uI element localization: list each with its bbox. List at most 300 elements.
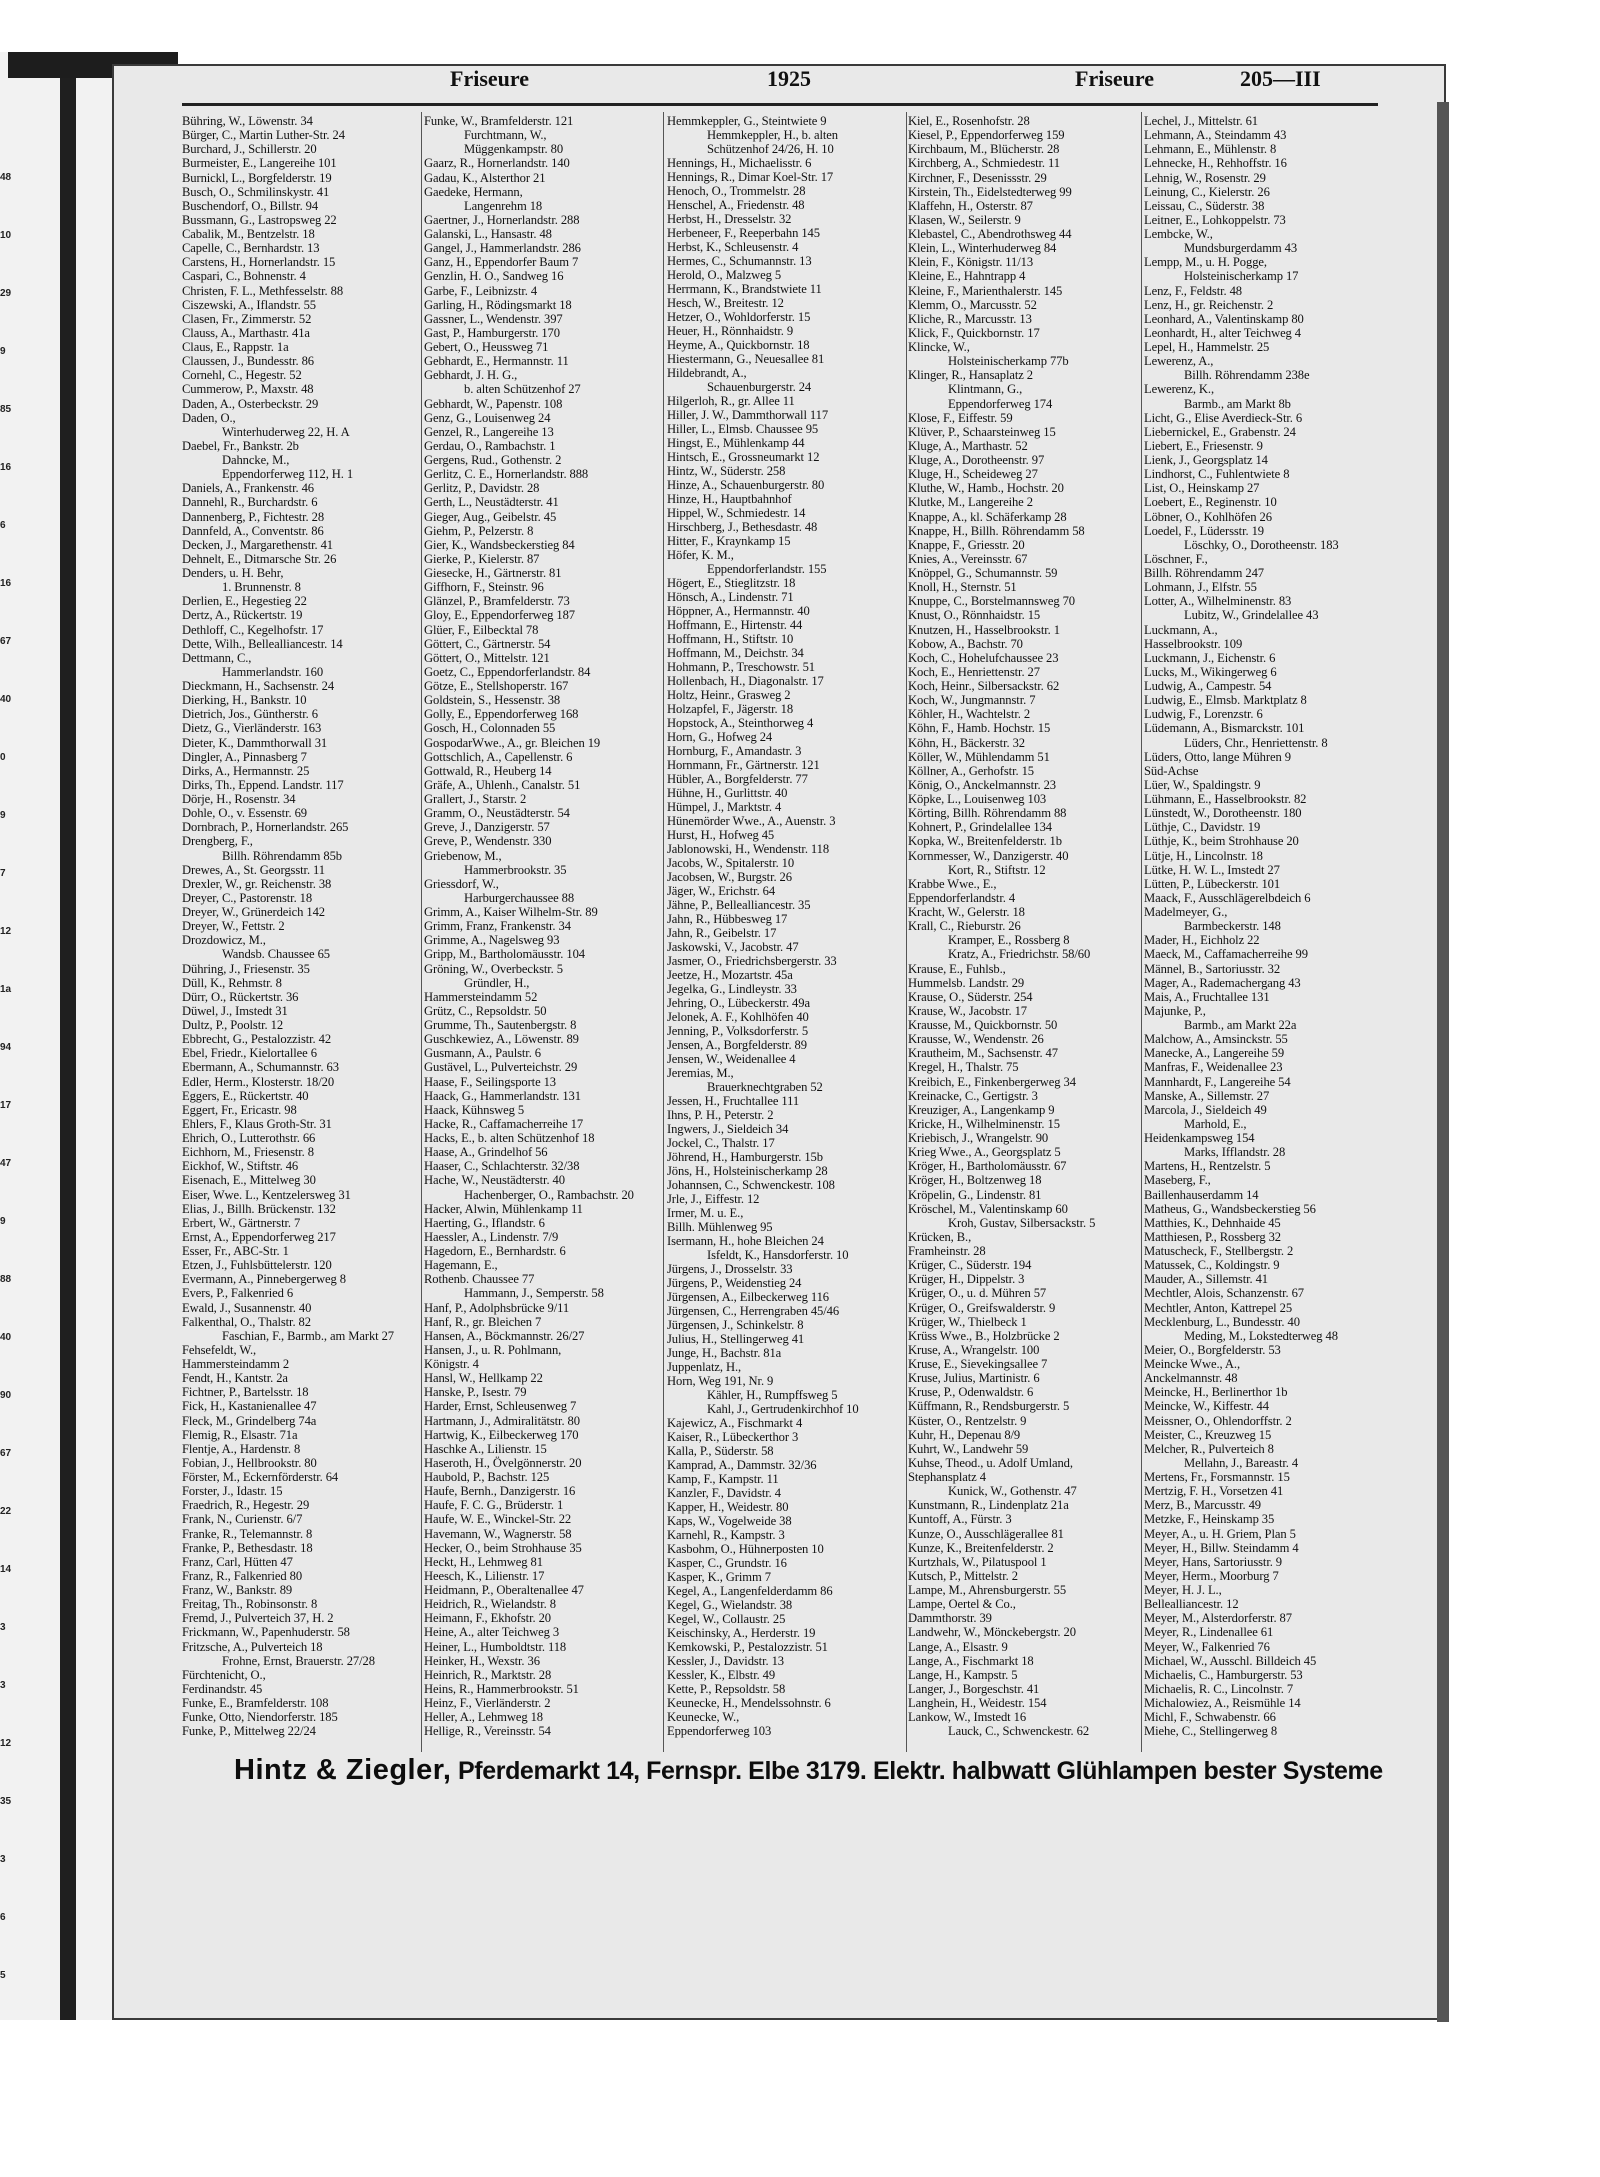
directory-entry: GospodarWwe., A., gr. Bleichen 19 — [424, 735, 601, 750]
directory-entry: Lienk, J., Georgsplatz 14 — [1144, 453, 1268, 467]
directory-entry: Hopstock, A., Steinthorweg 4 — [667, 716, 814, 730]
directory-entry: Haaser, C., Schlachterstr. 32/38 — [424, 1159, 580, 1174]
directory-entry: Kapper, H., Weidestr. 80 — [667, 1500, 789, 1514]
directory-entry: Hümpel, J., Marktstr. 4 — [667, 800, 782, 814]
directory-entry: Lüer, W., Spaldingstr. 9 — [1144, 777, 1261, 792]
directory-entry: Freitag, Th., Robinsonstr. 8 — [182, 1597, 318, 1612]
directory-entry: Mundsburgerdamm 43 — [1184, 241, 1298, 256]
margin-number: 9 — [0, 810, 6, 821]
directory-entry: 1. Brunnenstr. 8 — [222, 580, 301, 595]
directory-entry: Lenz, F., Feldstr. 48 — [1144, 283, 1242, 298]
directory-entry: Drengberg, F., — [182, 834, 253, 849]
directory-entry: Gebert, O., Heussweg 71 — [424, 340, 549, 354]
directory-entry: Hacks, E., b. alten Schützenhof 18 — [424, 1131, 595, 1145]
directory-entry: Hellige, R., Vereinsstr. 54 — [424, 1724, 551, 1739]
directory-entry: Grütz, C., Repsoldstr. 50 — [424, 1003, 547, 1018]
margin-number: 40 — [0, 1332, 12, 1343]
directory-entry: Gadau, K., Alsterthor 21 — [424, 170, 546, 185]
directory-entry: Bühring, W., Löwenstr. 34 — [182, 114, 313, 128]
directory-entry: Faschian, F., Barmb., am Markt 27 — [222, 1328, 394, 1343]
directory-entry: Dühring, J., Friesenstr. 35 — [182, 961, 310, 976]
directory-entry: Lubitz, W., Grindelallee 43 — [1184, 608, 1319, 623]
directory-column-2 — [424, 114, 660, 1738]
directory-entry: Kruse, E., Sievekingsallee 7 — [908, 1357, 1048, 1371]
directory-entry: Langenrehm 18 — [464, 198, 543, 213]
directory-entry: Hennings, R., Dimar Koel-Str. 17 — [667, 170, 834, 184]
directory-entry: Martens, H., Rentzelstr. 5 — [1144, 1159, 1271, 1174]
directory-entry: Capelle, C., Bernhardstr. 13 — [182, 241, 320, 256]
directory-entry: Hemmkeppler, H., b. alten — [707, 128, 838, 142]
directory-entry: Lüthje, K., beim Strohhause 20 — [1144, 834, 1299, 849]
directory-entry: Eppendorferlandstr. 4 — [908, 890, 1016, 905]
directory-entry: Heimann, F., Ekhofstr. 20 — [424, 1611, 551, 1626]
margin-number: 85 — [0, 404, 12, 415]
directory-entry: Dreyer, W., Grünerdeich 142 — [182, 905, 325, 919]
directory-entry: Hoffmann, M., Deichstr. 34 — [667, 646, 804, 660]
directory-entry: Glüer, F., Eilbecktal 78 — [424, 622, 539, 637]
directory-entry: Kasbohm, O., Hühnerposten 10 — [667, 1542, 824, 1556]
directory-entry: Jasmer, O., Friedrichsbergerstr. 33 — [667, 954, 837, 968]
directory-entry: Kamp, F., Kampstr. 11 — [667, 1472, 779, 1486]
directory-entry: Kruse, Julius, Martinistr. 6 — [908, 1371, 1040, 1386]
directory-entry: Burnickl, L., Borgfelderstr. 19 — [182, 170, 332, 185]
directory-entry: Hemmkeppler, G., Steintwiete 9 — [667, 114, 827, 128]
directory-entry: Mertzig, F. H., Vorsetzen 41 — [1144, 1484, 1284, 1499]
directory-entry: Fürchtenicht, O., — [182, 1667, 266, 1682]
directory-entry: Mertens, Fr., Forsmannstr. 15 — [1144, 1470, 1290, 1484]
directory-entry: Kasper, K., Grimm 7 — [667, 1570, 771, 1584]
directory-entry: Lange, H., Kampstr. 5 — [908, 1667, 1018, 1682]
directory-entry: Kreibich, E., Finkenbergerweg 34 — [908, 1074, 1076, 1089]
directory-entry: Kratz, A., Friedrichstr. 58/60 — [948, 947, 1091, 962]
directory-entry: Kramper, E., Rossberg 8 — [948, 933, 1070, 948]
directory-entry: Hammersteindamm 2 — [182, 1357, 290, 1371]
directory-entry: Küffmann, R., Rendsburgerstr. 5 — [908, 1399, 1070, 1414]
directory-entry: Hagedorn, E., Bernhardstr. 6 — [424, 1244, 566, 1258]
directory-entry: Daden, A., Osterbeckstr. 29 — [182, 396, 319, 411]
directory-entry: Lehmann, E., Mühlenstr. 8 — [1144, 142, 1277, 157]
directory-entry: Gier, K., Wandsbeckerstieg 84 — [424, 537, 575, 552]
directory-entry: Lankow, W., Imstedt 16 — [908, 1710, 1027, 1725]
directory-entry: Jessen, H., Fruchtallee 111 — [667, 1094, 800, 1108]
margin-number: 67 — [0, 636, 12, 647]
directory-entry: Evers, P., Falkenried 6 — [182, 1286, 294, 1301]
directory-entry: Hintsch, E., Grossneumarkt 12 — [667, 450, 820, 464]
directory-entry: Höppner, A., Hermannstr. 40 — [667, 604, 810, 618]
directory-entry: Billh. Röhrendamm 238e — [1184, 368, 1310, 383]
directory-entry: Decken, J., Margarethenstr. 41 — [182, 537, 333, 552]
directory-entry: Fick, H., Kastanienallee 47 — [182, 1399, 317, 1414]
directory-entry: Klutke, M., Langereihe 2 — [908, 495, 1033, 510]
directory-entry: Hornmann, Fr., Gärtnerstr. 121 — [667, 758, 820, 772]
directory-entry: Eggert, Fr., Ericastr. 98 — [182, 1102, 297, 1117]
directory-entry: Lange, A., Elsastr. 9 — [908, 1639, 1008, 1654]
directory-entry: Fraedrich, R., Hegestr. 29 — [182, 1498, 310, 1513]
directory-entry: Grumme, Th., Sautenbergstr. 8 — [424, 1018, 577, 1032]
margin-number: 22 — [0, 1506, 12, 1517]
directory-entry: Kruse, A., Wrangelstr. 100 — [908, 1342, 1040, 1357]
directory-entry: Knuppe, C., Borstelmannsweg 70 — [908, 594, 1075, 609]
directory-entry: Herbeneer, F., Reeperbahn 145 — [667, 226, 820, 240]
directory-entry: Dingler, A., Pinnasberg 7 — [182, 749, 307, 764]
directory-entry: Jeetze, H., Mozartstr. 45a — [667, 968, 793, 982]
margin-number: 48 — [0, 172, 12, 183]
column-divider — [1141, 112, 1142, 1752]
directory-entry: Köhn, H., Bäckerstr. 32 — [908, 735, 1025, 750]
directory-entry: Dörje, H., Rosenstr. 34 — [182, 792, 296, 806]
directory-entry: Michaelis, R. C., Lincolnstr. 7 — [1144, 1681, 1294, 1696]
directory-entry: Köhn, F., Hamb. Hochstr. 15 — [908, 721, 1051, 736]
directory-entry: Kricke, H., Wilhelminenstr. 15 — [908, 1116, 1060, 1131]
directory-entry: Brauerknechtgraben 52 — [707, 1080, 823, 1094]
directory-entry: Ganz, H., Eppendorfer Baum 7 — [424, 255, 579, 270]
directory-entry: Kunick, W., Gothenstr. 47 — [948, 1484, 1077, 1499]
directory-entry: Klemm, O., Marcusstr. 52 — [908, 297, 1037, 312]
directory-entry: Kurtzhals, W., Pilatuspool 1 — [908, 1554, 1047, 1569]
directory-entry: Jenning, P., Volksdorferstr. 5 — [667, 1024, 809, 1038]
directory-entry: Klincke, W., — [908, 340, 970, 354]
directory-entry: Kirchner, F., Desenissstr. 29 — [908, 170, 1047, 185]
directory-entry: Knust, O., Rönnhaidstr. 15 — [908, 608, 1041, 623]
directory-entry: Dierking, H., Bankstr. 10 — [182, 693, 307, 708]
directory-entry: Fremd, J., Pulverteich 37, H. 2 — [182, 1611, 334, 1626]
directory-entry: Kunstmann, R., Lindenplatz 21a — [908, 1498, 1069, 1513]
directory-entry: Hartwig, K., Eilbeckerweg 170 — [424, 1427, 579, 1442]
directory-entry: Götze, E., Stellshoperstr. 167 — [424, 679, 569, 693]
directory-entry: Manecke, A., Langereihe 59 — [1144, 1046, 1285, 1061]
directory-entry: Jegelka, G., Lindleystr. 33 — [667, 982, 797, 996]
directory-entry: Ciszewski, A., Iflandstr. 55 — [182, 297, 316, 312]
directory-entry: Gast, P., Hamburgerstr. 170 — [424, 325, 560, 340]
margin-number: 9 — [0, 1216, 6, 1227]
directory-entry: Michl, F., Schwabenstr. 66 — [1144, 1710, 1276, 1725]
directory-entry: Gosch, H., Colonnaden 55 — [424, 721, 556, 736]
margin-number: 47 — [0, 1158, 12, 1169]
directory-entry: Hintz, W., Süderstr. 258 — [667, 464, 786, 478]
directory-entry: Kriebisch, J., Wrangelstr. 90 — [908, 1131, 1049, 1145]
directory-entry: Kluge, A., Marthastr. 52 — [908, 438, 1028, 453]
directory-entry: Leitner, E., Lohkoppelstr. 73 — [1144, 212, 1286, 227]
directory-entry: Ludwig, A., Campestr. 54 — [1144, 679, 1272, 693]
directory-entry: Hammerlandstr. 160 — [222, 664, 324, 679]
directory-entry: Haufe, F. C. G., Brüderstr. 1 — [424, 1498, 564, 1513]
directory-entry: Koch, C., Hohelufchaussee 23 — [908, 650, 1059, 665]
directory-entry: Lembcke, W., — [1144, 227, 1213, 241]
directory-entry: b. alten Schützenhof 27 — [464, 382, 581, 397]
directory-entry: Lehmann, A., Steindamm 43 — [1144, 128, 1287, 143]
directory-entry: Jacobs, W., Spitalerstr. 10 — [667, 856, 795, 870]
directory-entry: Kessler, K., Elbstr. 49 — [667, 1668, 776, 1682]
directory-entry: Madelmeyer, G., — [1144, 905, 1228, 919]
directory-entry: Furchtmann, W., — [464, 128, 547, 143]
directory-entry: Heinker, H., Wexstr. 36 — [424, 1653, 540, 1668]
directory-entry: Dornbrach, P., Hornerlandstr. 265 — [182, 820, 349, 835]
directory-entry: Hilgerloh, R., gr. Allee 11 — [667, 394, 795, 408]
directory-entry: Klintmann, G., — [948, 382, 1023, 397]
directory-entry: Haubold, P., Bachstr. 125 — [424, 1470, 550, 1484]
directory-entry: Hetzer, O., Wohldorferstr. 15 — [667, 310, 811, 324]
directory-entry: Jaskowski, V., Jacobstr. 47 — [667, 940, 799, 954]
directory-entry: Meincke, H., Berlinerthor 1b — [1144, 1385, 1288, 1400]
directory-entry: Eichhorn, M., Friesenstr. 8 — [182, 1145, 314, 1160]
margin-number: 9 — [0, 346, 6, 357]
directory-entry: Kegel, W., Collaustr. 25 — [667, 1612, 786, 1626]
directory-entry: Maeck, M., Caffamacherreihe 99 — [1144, 947, 1308, 962]
directory-entry: Klick, F., Quickbornstr. 17 — [908, 325, 1040, 340]
directory-entry: Heinrich, R., Marktstr. 28 — [424, 1667, 552, 1682]
directory-entry: Dannehl, R., Burchardstr. 6 — [182, 495, 318, 510]
directory-entry: Dieckmann, H., Sachsenstr. 24 — [182, 679, 335, 693]
directory-entry: Malchow, A., Amsinckstr. 55 — [1144, 1032, 1288, 1047]
advertisement — [234, 1754, 1394, 1798]
directory-entry: Lauck, C., Schwenckestr. 62 — [948, 1724, 1090, 1739]
margin-number: 5 — [0, 1970, 6, 1981]
directory-entry: Grimme, A., Nagelsweg 93 — [424, 933, 560, 948]
directory-entry: Hirschberg, J., Bethesdastr. 48 — [667, 520, 818, 534]
margin-number: 6 — [0, 1912, 6, 1923]
directory-entry: Heesch, K., Lilienstr. 17 — [424, 1568, 545, 1583]
directory-entry: Ehrich, O., Lutterothstr. 66 — [182, 1131, 316, 1145]
directory-entry: Hünemörder Wwe., A., Auenstr. 3 — [667, 814, 836, 828]
directory-entry: Matthiesen, P., Rossberg 32 — [1144, 1229, 1281, 1244]
directory-entry: Kliche, R., Marcusstr. 13 — [908, 311, 1032, 326]
directory-entry: Hoffmann, E., Hirtenstr. 44 — [667, 618, 803, 632]
directory-entry: Dohle, O., v. Essenstr. 69 — [182, 806, 307, 821]
directory-entry: Eppendorferlandstr. 155 — [707, 562, 827, 576]
directory-entry: Heller, A., Lehmweg 18 — [424, 1710, 544, 1725]
directory-entry: Isfeldt, K., Hansdorferstr. 10 — [707, 1248, 849, 1262]
directory-entry: Jacobsen, W., Burgstr. 26 — [667, 870, 792, 884]
directory-entry: Caspari, C., Bohnenstr. 4 — [182, 269, 306, 284]
directory-entry: Ewald, J., Susannenstr. 40 — [182, 1300, 312, 1315]
directory-entry: Eppendorferweg 103 — [667, 1724, 772, 1738]
directory-entry: Jürgens, J., Drosselstr. 33 — [667, 1262, 793, 1276]
directory-entry: Haase, F., Seilingsporte 13 — [424, 1074, 557, 1089]
directory-entry: Gebhardt, E., Hermannstr. 11 — [424, 354, 569, 369]
directory-entry: Hornburg, F., Amandastr. 3 — [667, 744, 802, 758]
directory-entry: Marks, Ifflandstr. 28 — [1184, 1145, 1286, 1160]
directory-entry: Krausse, M., Quickbornstr. 50 — [908, 1018, 1058, 1032]
directory-column-5 — [1144, 114, 1380, 1738]
directory-entry: Franke, P., Bethesdastr. 18 — [182, 1540, 313, 1555]
directory-entry: Grallert, J., Starstr. 2 — [424, 792, 527, 806]
directory-entry: Michaelis, C., Hamburgerstr. 53 — [1144, 1667, 1303, 1682]
directory-entry: Göttert, C., Gärtnerstr. 54 — [424, 636, 551, 651]
directory-entry: Barmb., am Markt 22a — [1184, 1018, 1297, 1032]
directory-entry: Lütje, H., Lincolnstr. 18 — [1144, 848, 1263, 863]
directory-column-3 — [667, 114, 903, 1738]
directory-entry: Griebenow, M., — [424, 848, 502, 863]
directory-entry: Billh. Röhrendamm 85b — [222, 848, 342, 863]
directory-entry: Ferdinandstr. 45 — [182, 1681, 263, 1696]
page-edge — [1437, 102, 1449, 2022]
directory-entry: Gräfe, A., Uhlenh., Canalstr. 51 — [424, 777, 581, 792]
directory-entry: Kalla, P., Süderstr. 58 — [667, 1444, 774, 1458]
directory-entry: Evermann, A., Pinnebergerweg 8 — [182, 1272, 346, 1287]
directory-entry: Hanf, P., Adolphsbrücke 9/11 — [424, 1300, 570, 1315]
directory-entry: Gierke, P., Kielerstr. 87 — [424, 551, 540, 566]
directory-entry: Knappe, H., Billh. Röhrendamm 58 — [908, 523, 1085, 538]
directory-entry: Meding, M., Lokstedterweg 48 — [1184, 1328, 1338, 1343]
directory-entry: Klein, L., Winterhuderweg 84 — [908, 241, 1057, 256]
directory-entry: Matthies, K., Dehnhaide 45 — [1144, 1215, 1281, 1230]
directory-entry: Jürgensen, C., Herrengraben 45/46 — [667, 1304, 840, 1318]
directory-entry: Haack, Kühnsweg 5 — [424, 1102, 525, 1117]
directory-entry: Hitter, F., Kraynkamp 15 — [667, 534, 791, 548]
directory-entry: Krieg Wwe., A., Georgsplatz 5 — [908, 1145, 1061, 1160]
directory-entry: Kemkowski, P., Pestalozzistr. 51 — [667, 1640, 828, 1654]
directory-entry: Lehnecke, H., Rehhoffstr. 16 — [1144, 156, 1287, 171]
margin-number: 40 — [0, 694, 12, 705]
directory-entry: Frickmann, W., Papenhuderstr. 58 — [182, 1625, 350, 1640]
directory-entry: Manske, A., Sillemstr. 27 — [1144, 1088, 1270, 1103]
directory-entry: Haufe, Bernh., Danzigerstr. 16 — [424, 1484, 576, 1499]
directory-entry: Jäger, W., Erichstr. 64 — [667, 884, 776, 898]
directory-entry: Kähler, H., Rumpffsweg 5 — [707, 1388, 838, 1402]
directory-entry: Kuntoff, A., Fürstr. 3 — [908, 1512, 1012, 1527]
directory-entry: Lenz, H., gr. Reichenstr. 2 — [1144, 297, 1274, 312]
directory-entry: Gaertner, J., Hornerlandstr. 288 — [424, 212, 580, 227]
directory-entry: Holsteinischerkamp 17 — [1184, 269, 1299, 284]
directory-entry: Heyme, A., Quickbornstr. 18 — [667, 338, 810, 352]
directory-entry: Gassner, L., Wendenstr. 397 — [424, 311, 563, 326]
directory-entry: Kregel, H., Thalstr. 75 — [908, 1060, 1019, 1075]
directory-entry: Knöppel, G., Schumannstr. 59 — [908, 566, 1058, 580]
directory-entry: Kruse, P., Odenwaldstr. 6 — [908, 1385, 1034, 1400]
directory-entry: Kohnert, P., Grindelallee 134 — [908, 820, 1052, 835]
directory-entry: Langer, J., Borgeschstr. 41 — [908, 1681, 1040, 1696]
directory-entry: Heidrich, R., Wielandstr. 8 — [424, 1597, 556, 1612]
page-header — [182, 66, 1382, 100]
directory-entry: König, O., Anckelmannstr. 23 — [908, 777, 1056, 792]
directory-entry: Forster, J., Idastr. 15 — [182, 1484, 283, 1499]
directory-entry: Krüger, H., Dippelstr. 3 — [908, 1272, 1025, 1287]
directory-entry: Jensen, A., Borgfelderstr. 89 — [667, 1038, 807, 1052]
directory-entry: Mannhardt, F., Langereihe 54 — [1144, 1074, 1291, 1089]
directory-entry: Gebhardt, W., Papenstr. 108 — [424, 396, 563, 411]
directory-entry: Guschkewiez, A., Löwenstr. 89 — [424, 1032, 579, 1047]
directory-entry: Hachenberger, O., Rambachstr. 20 — [464, 1187, 634, 1202]
directory-entry: Hinze, H., Hauptbahnhof — [667, 492, 792, 506]
directory-entry: Dirks, A., Hermannstr. 25 — [182, 763, 310, 778]
directory-entry: Kluthe, W., Hamb., Hochstr. 20 — [908, 481, 1064, 496]
directory-entry: Kaps, W., Vogelweide 38 — [667, 1514, 792, 1528]
directory-entry: Kröschel, M., Valentinskamp 60 — [908, 1201, 1068, 1216]
directory-entry: Knutzen, H., Hasselbrookstr. 1 — [908, 622, 1060, 637]
directory-entry: Lotter, A., Wilhelminenstr. 83 — [1144, 594, 1292, 609]
directory-entry: Mager, A., Rademachergang 43 — [1144, 975, 1301, 990]
directory-entry: Gerth, L., Neustädterstr. 41 — [424, 495, 559, 510]
directory-entry: Klaffehn, H., Osterstr. 87 — [908, 198, 1033, 213]
directory-entry: Krause, E., Fuhlsb., — [908, 961, 1006, 976]
directory-entry: Mader, H., Eichholz 22 — [1144, 933, 1260, 948]
directory-entry: Meyer, R., Lindenallee 61 — [1144, 1625, 1274, 1640]
directory-entry: Dertz, A., Rückertstr. 19 — [182, 608, 303, 623]
directory-entry: Frank, N., Curienstr. 6/7 — [182, 1512, 303, 1527]
directory-entry: Körting, Billh. Röhrendamm 88 — [908, 806, 1067, 821]
directory-entry: Kreinacke, C., Gertigstr. 3 — [908, 1088, 1038, 1103]
header-rule — [182, 103, 1378, 106]
directory-entry: Funke, E., Bramfelderstr. 108 — [182, 1696, 329, 1710]
directory-entry: Süd-Achse — [1144, 763, 1199, 778]
directory-entry: Gergens, Rud., Gothenstr. 2 — [424, 453, 562, 467]
margin-number: 12 — [0, 1738, 12, 1749]
directory-entry: Henoch, O., Trommelstr. 28 — [667, 184, 806, 198]
directory-entry: Dethloff, C., Kegelhofstr. 17 — [182, 622, 324, 637]
directory-entry: Lewerenz, K., — [1144, 382, 1215, 397]
directory-entry: Haseroth, H., Övelgönnerstr. 20 — [424, 1455, 582, 1470]
directory-entry: Jähne, P., Bellealliancestr. 35 — [667, 898, 811, 912]
margin-number: 7 — [0, 868, 6, 879]
directory-entry: Giesecke, H., Gärtnerstr. 81 — [424, 566, 562, 580]
directory-entry: Maseberg, F., — [1144, 1173, 1211, 1188]
directory-entry: Billh. Mühlenweg 95 — [667, 1220, 773, 1234]
directory-entry: Franz, W., Bankstr. 89 — [182, 1583, 293, 1597]
directory-entry: Kasper, C., Grundstr. 16 — [667, 1556, 787, 1570]
directory-entry: Erbert, W., Gärtnerstr. 7 — [182, 1215, 301, 1230]
directory-entry: Gramm, O., Neustädterstr. 54 — [424, 806, 570, 821]
directory-entry: Eppendorferweg 112, H. 1 — [222, 467, 354, 482]
directory-entry: Dieter, K., Dammthorwall 31 — [182, 735, 328, 750]
directory-entry: Kaiser, R., Lübeckerthor 3 — [667, 1430, 799, 1444]
directory-entry: Meyer, A., u. H. Griem, Plan 5 — [1144, 1526, 1296, 1541]
directory-entry: Funke, W., Bramfelderstr. 121 — [424, 114, 574, 128]
directory-entry: Lüders, Otto, lange Mühren 9 — [1144, 749, 1291, 764]
directory-entry: Kopka, W., Breitenfelderstr. 1b — [908, 834, 1062, 849]
directory-entry: Julius, H., Stellingerweg 41 — [667, 1332, 805, 1346]
directory-entry: Koch, Heinr., Silbersackstr. 62 — [908, 679, 1060, 693]
directory-entry: Goetz, C., Eppendorferlandstr. 84 — [424, 664, 591, 679]
directory-entry: Eickhof, W., Stiftstr. 46 — [182, 1159, 299, 1174]
directory-entry: Giehm, P., Pelzerstr. 8 — [424, 523, 534, 538]
directory-entry: Cabalik, M., Bentzelstr. 18 — [182, 227, 315, 241]
directory-entry: Giffhorn, F., Steinstr. 96 — [424, 580, 544, 595]
directory-entry: Herbst, K., Schleusenstr. 4 — [667, 240, 799, 254]
directory-entry: Frohne, Ernst, Brauerstr. 27/28 — [222, 1653, 375, 1668]
margin-number: 12 — [0, 926, 12, 937]
directory-entry: Herrmann, K., Brandstwiete 11 — [667, 282, 822, 296]
directory-entry: Kluge, A., Dorotheenstr. 97 — [908, 453, 1045, 467]
directory-entry: Cummerow, P., Maxstr. 48 — [182, 382, 314, 397]
directory-entry: Henschel, A., Friedenstr. 48 — [667, 198, 805, 212]
directory-entry: Jürgensen, J., Schinkelstr. 8 — [667, 1318, 804, 1332]
directory-entry: Meyer, Hans, Sartoriusstr. 9 — [1144, 1554, 1283, 1569]
directory-entry: Flemig, R., Elsastr. 71a — [182, 1427, 298, 1442]
directory-entry: Funke, Otto, Niendorferstr. 185 — [182, 1710, 338, 1725]
directory-entry: Koch, E., Henriettenstr. 27 — [908, 664, 1040, 679]
directory-entry: Kunze, O., Ausschlägerallee 81 — [908, 1526, 1064, 1541]
directory-entry: Dürr, O., Rückertstr. 36 — [182, 989, 299, 1004]
directory-entry: Keischinsky, A., Herderstr. 19 — [667, 1626, 816, 1640]
margin-number: 3 — [0, 1622, 6, 1633]
directory-entry: Krall, C., Rieburstr. 26 — [908, 919, 1021, 934]
directory-entry: Lampe, M., Ahrensburgerstr. 55 — [908, 1583, 1067, 1597]
directory-entry: Lütke, H. W. L., Imstedt 27 — [1144, 862, 1280, 877]
directory-entry: List, O., Heinskamp 27 — [1144, 481, 1260, 496]
directory-entry: Hansen, J., u. R. Pohlmann, — [424, 1342, 562, 1357]
directory-entry: Eisenach, E., Mittelweg 30 — [182, 1173, 316, 1188]
directory-entry: Galanski, L., Hansastr. 48 — [424, 227, 552, 241]
directory-entry: Hiestermann, G., Neuesallee 81 — [667, 352, 825, 366]
directory-entry: Dehnelt, E., Ditmarsche Str. 26 — [182, 551, 337, 566]
directory-entry: Grimm, A., Kaiser Wilhelm-Str. 89 — [424, 905, 598, 919]
directory-entry: Kegel, A., Langenfelderdamm 86 — [667, 1584, 833, 1598]
directory-entry: Fleck, M., Grindelberg 74a — [182, 1413, 317, 1428]
directory-entry: Herbst, H., Dresselstr. 32 — [667, 212, 792, 226]
directory-entry: Düwel, J., Imstedt 31 — [182, 1003, 288, 1018]
directory-entry: Eppendorferweg 174 — [948, 396, 1053, 411]
directory-entry: Ihns, P. H., Peterstr. 2 — [667, 1108, 774, 1122]
